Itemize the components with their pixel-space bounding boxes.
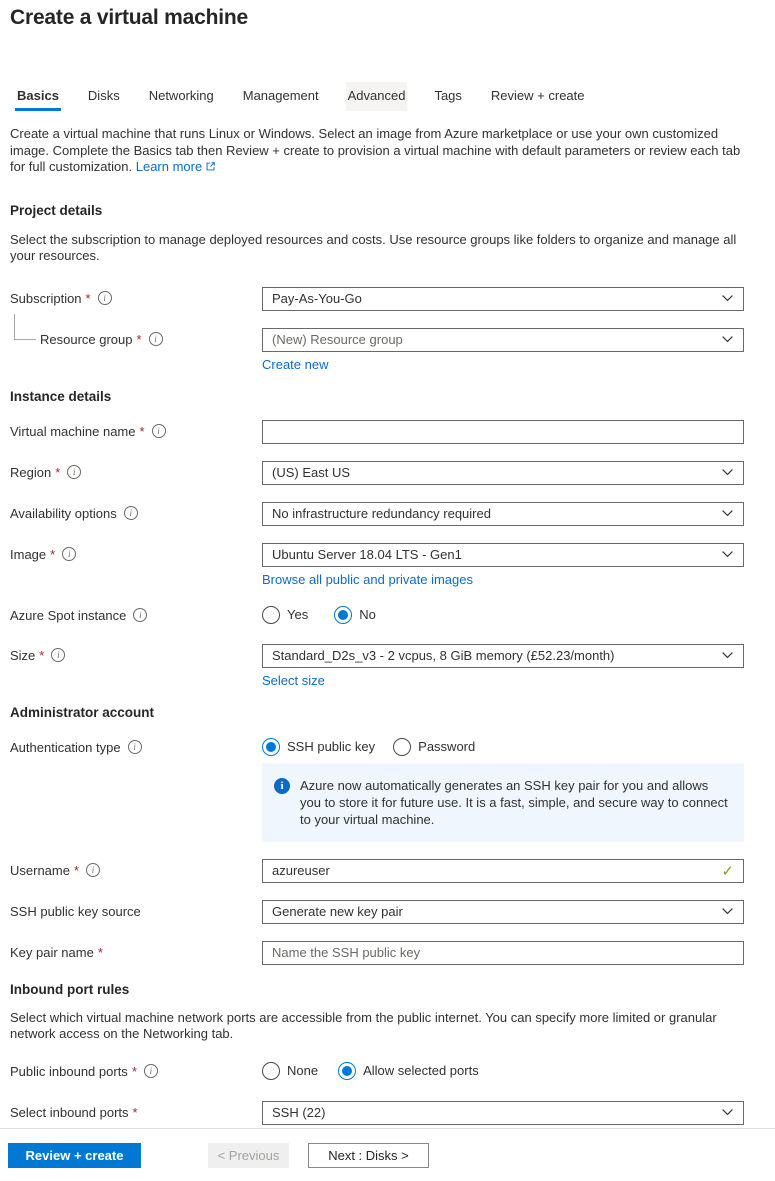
username-input[interactable] <box>263 860 743 882</box>
size-label: Size <box>10 647 36 663</box>
inbound-port-rules-fields <box>10 1060 744 1125</box>
resource-group-dropdown[interactable] <box>262 328 744 352</box>
resource-group-row <box>10 328 744 372</box>
public-inbound-ports-label: Public inbound ports <box>10 1063 128 1079</box>
select-inbound-ports-label: Select inbound ports <box>10 1104 129 1120</box>
ssh-key-source-row <box>10 900 744 924</box>
info-icon[interactable]: i <box>144 1064 158 1078</box>
size-label-group <box>10 644 262 663</box>
info-filled-icon: i <box>274 778 290 794</box>
radio-unselected-icon <box>262 1062 280 1080</box>
tab-networking[interactable]: Networking <box>148 88 214 103</box>
chevron-down-icon <box>721 547 734 562</box>
instance-details-fields <box>10 420 744 688</box>
key-pair-name-label: Key pair name <box>10 944 94 960</box>
availability-options-label: Availability options <box>10 505 117 521</box>
info-icon[interactable]: i <box>98 291 112 305</box>
public-inbound-ports-row <box>10 1060 744 1080</box>
image-value: Ubuntu Server 18.04 LTS - Gen1 <box>272 547 462 562</box>
username-input-wrap <box>262 859 744 883</box>
vm-name-row <box>10 420 744 444</box>
select-inbound-ports-dropdown[interactable] <box>262 1101 744 1125</box>
azure-spot-radio-group <box>262 604 744 624</box>
auth-ssh-radio[interactable] <box>262 738 375 756</box>
image-row <box>10 543 744 587</box>
required-marker: * <box>73 862 80 878</box>
availability-label-group <box>10 502 262 521</box>
ssh-key-source-label-group <box>10 900 262 919</box>
ports-allow-selected-label: Allow selected ports <box>363 1063 479 1078</box>
radio-selected-icon <box>334 606 352 624</box>
public-inbound-ports-label-group <box>10 1060 262 1079</box>
section-heading-inbound-port-rules: Inbound port rules <box>10 981 130 997</box>
footer-divider <box>0 1128 775 1129</box>
auth-password-radio[interactable] <box>393 738 475 756</box>
chevron-down-icon <box>721 465 734 480</box>
radio-unselected-icon <box>262 606 280 624</box>
image-dropdown[interactable] <box>262 543 744 567</box>
auth-ssh-label: SSH public key <box>287 739 376 754</box>
ssh-key-source-value: Generate new key pair <box>272 904 403 919</box>
username-label: Username <box>10 862 70 878</box>
region-label-group <box>10 461 262 480</box>
availability-options-row <box>10 502 744 526</box>
key-pair-name-label-group <box>10 941 262 960</box>
size-row <box>10 644 744 688</box>
username-label-group <box>10 859 262 878</box>
region-label: Region <box>10 464 52 480</box>
required-marker: * <box>131 1063 137 1079</box>
key-pair-name-input[interactable] <box>263 942 743 964</box>
tab-review-create[interactable]: Review + create <box>490 88 585 103</box>
required-marker: * <box>39 647 45 663</box>
project-details-fields <box>10 287 744 372</box>
region-value: (US) East US <box>272 465 351 480</box>
browse-images-link[interactable]: Browse all public and private images <box>262 571 473 587</box>
spot-no-label: No <box>359 607 376 622</box>
ports-none-radio[interactable] <box>262 1062 318 1080</box>
image-label: Image <box>10 546 47 562</box>
tab-tags[interactable]: Tags <box>434 88 462 103</box>
ports-none-label: None <box>287 1063 319 1078</box>
tab-bar <box>10 82 744 111</box>
required-marker: * <box>97 944 103 960</box>
spot-yes-radio[interactable] <box>262 606 308 624</box>
valid-check-icon: ✓ <box>721 862 734 880</box>
chevron-down-icon <box>721 506 734 521</box>
username-row <box>10 859 744 883</box>
ssh-key-source-label: SSH public key source <box>10 903 141 919</box>
subscription-row <box>10 287 744 311</box>
azure-spot-row <box>10 604 744 624</box>
select-inbound-ports-label-group <box>10 1101 262 1120</box>
info-icon[interactable]: i <box>149 332 163 346</box>
resource-group-connector-line <box>14 314 36 340</box>
vm-name-input-wrap <box>262 420 744 444</box>
region-row <box>10 461 744 485</box>
select-inbound-ports-row <box>10 1101 744 1125</box>
subscription-label-group <box>10 287 262 306</box>
footer-actions <box>8 1143 429 1168</box>
availability-options-value: No infrastructure redundancy required <box>272 506 491 521</box>
chevron-down-icon <box>721 332 734 347</box>
chevron-down-icon <box>721 648 734 663</box>
vm-name-label-group <box>10 420 262 439</box>
info-icon[interactable]: i <box>86 863 100 877</box>
azure-spot-label: Azure Spot instance <box>10 607 127 623</box>
ssh-info-banner <box>262 763 744 842</box>
tab-advanced[interactable]: Advanced <box>346 82 408 111</box>
auth-type-row <box>10 736 744 756</box>
auth-type-label-group <box>10 736 262 755</box>
subscription-dropdown[interactable] <box>262 287 744 311</box>
subscription-label: Subscription <box>10 290 82 306</box>
required-marker: * <box>139 423 145 439</box>
required-marker: * <box>136 331 142 347</box>
learn-more-label: Learn more <box>135 159 203 174</box>
learn-more-link[interactable] <box>136 159 216 174</box>
chevron-down-icon <box>721 1105 734 1120</box>
info-icon[interactable]: i <box>67 465 81 479</box>
info-icon[interactable]: i <box>51 648 65 662</box>
select-inbound-ports-value: SSH (22) <box>272 1105 326 1120</box>
spot-no-radio[interactable] <box>334 606 376 624</box>
required-marker: * <box>55 464 61 480</box>
subscription-value: Pay-As-You-Go <box>272 291 362 306</box>
external-link-icon <box>205 160 216 177</box>
section-heading-admin-account: Administrator account <box>10 704 155 720</box>
auth-type-label: Authentication type <box>10 739 121 755</box>
radio-unselected-icon <box>393 738 411 756</box>
tab-disks[interactable]: Disks <box>87 88 120 103</box>
intro-text <box>10 126 752 177</box>
ssh-info-message: Azure now automatically generates an SSH key pair for you and allows you to store it for future use. It is a fast, simple, and secure way to connect to your virtual machine. <box>300 777 728 827</box>
inbound-port-rules-description: Select which virtual machine network ports are accessible from the public internet. You can specify more limited or granular network access on the Networking tab. <box>10 1009 717 1041</box>
info-icon[interactable]: i <box>152 424 166 438</box>
size-dropdown[interactable] <box>262 644 744 668</box>
info-icon[interactable]: i <box>62 547 76 561</box>
ssh-key-source-dropdown[interactable] <box>262 900 744 924</box>
section-heading-instance-details: Instance details <box>10 388 112 404</box>
key-pair-name-input-wrap <box>262 941 744 965</box>
tab-management[interactable]: Management <box>242 88 319 103</box>
review-create-button[interactable]: Review + create <box>8 1143 141 1168</box>
next-disks-button[interactable]: Next : Disks > <box>308 1143 429 1168</box>
spot-yes-label: Yes <box>287 607 309 622</box>
resource-group-label-group <box>10 328 262 347</box>
auth-type-radio-group <box>262 736 744 756</box>
resource-group-value: (New) Resource group <box>272 332 403 347</box>
previous-button[interactable]: < Previous <box>208 1143 289 1168</box>
page-title: Create a virtual machine <box>10 6 248 29</box>
create-new-resource-group-link[interactable]: Create new <box>262 356 329 372</box>
info-icon[interactable]: i <box>128 740 142 754</box>
info-icon[interactable]: i <box>133 608 147 622</box>
availability-options-dropdown[interactable] <box>262 502 744 526</box>
required-marker: * <box>132 1104 138 1120</box>
required-marker: * <box>50 546 56 562</box>
chevron-down-icon <box>721 904 734 919</box>
image-label-group <box>10 543 262 562</box>
vm-name-input[interactable] <box>263 421 743 443</box>
required-marker: * <box>85 290 91 306</box>
size-value: Standard_D2s_v3 - 2 vcpus, 8 GiB memory (£52.23/month) <box>272 648 615 663</box>
project-details-description: Select the subscription to manage deployed resources and costs. Use resource groups like folders to organize and manage all your resources. <box>10 231 737 263</box>
chevron-down-icon <box>721 291 734 306</box>
info-icon[interactable]: i <box>124 506 138 520</box>
tab-basics[interactable]: Basics <box>15 82 61 111</box>
resource-group-label: Resource group <box>40 331 133 347</box>
ports-allow-selected-radio[interactable] <box>338 1062 479 1080</box>
select-size-link[interactable]: Select size <box>262 672 325 688</box>
key-pair-name-row <box>10 941 744 965</box>
intro-body: Create a virtual machine that runs Linux or Windows. Select an image from Azure marketplace or use your own customized image. Complete the Basics tab then Review + create to provision a virtual machine with default parameters or review each tab for full customization. <box>10 126 741 174</box>
region-dropdown[interactable] <box>262 461 744 485</box>
section-heading-project-details: Project details <box>10 202 103 218</box>
public-inbound-ports-radio-group <box>262 1060 744 1080</box>
radio-selected-icon <box>262 738 280 756</box>
auth-password-label: Password <box>418 739 476 754</box>
azure-spot-label-group <box>10 604 262 623</box>
radio-selected-icon <box>338 1062 356 1080</box>
admin-account-fields <box>10 736 744 965</box>
vm-name-label: Virtual machine name <box>10 423 136 439</box>
